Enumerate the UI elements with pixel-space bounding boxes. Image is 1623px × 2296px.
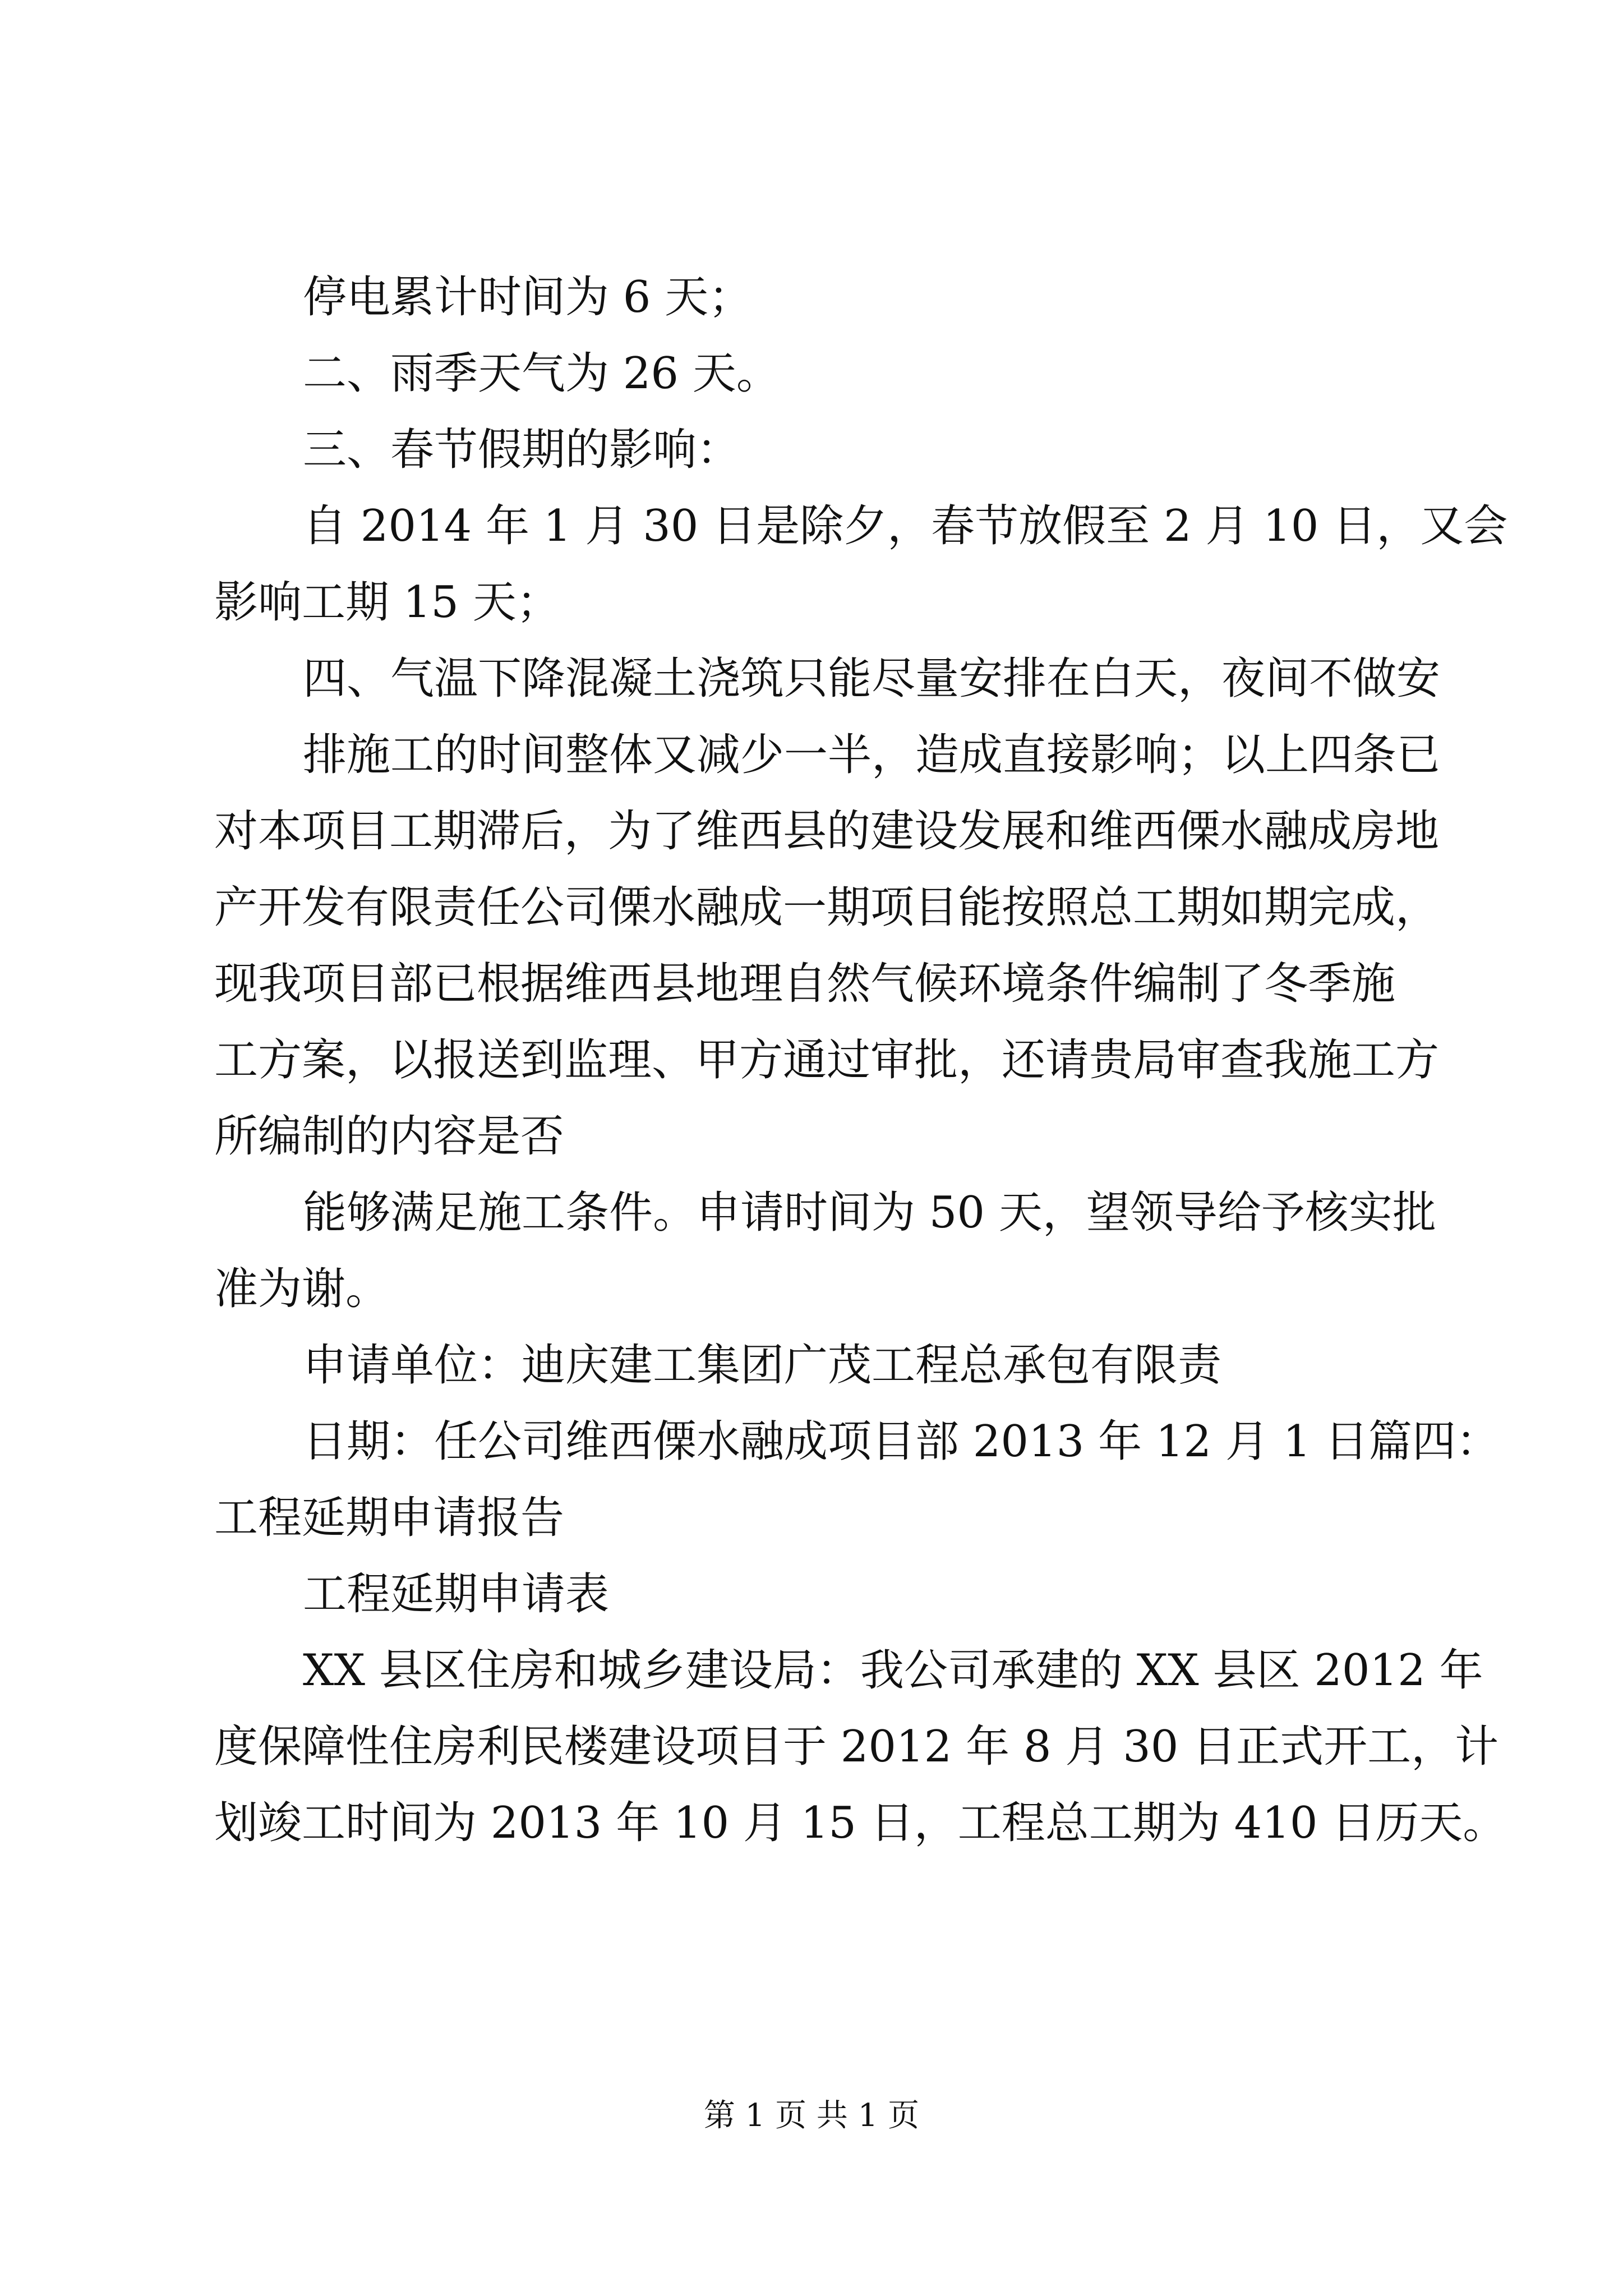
text-line: 影响工期 15 天； bbox=[214, 577, 560, 628]
text-line: 划竣工时间为 2013 年 10 月 15 日，工程总工期为 410 日历天。 bbox=[214, 1798, 1507, 1848]
text-line: 停电累计时间为 6 天； bbox=[303, 272, 753, 323]
text-line: 度保障性住房利民楼建设项目于 2012 年 8 月 30 日正式开工，计 bbox=[214, 1722, 1499, 1772]
text-line: 排施工的时间整体又减少一半，造成直接影响；以上四条已 bbox=[303, 730, 1441, 780]
text-line: 四、气温下降混凝土浇筑只能尽量安排在白天，夜间不做安 bbox=[303, 654, 1441, 704]
text-line: XX 县区住房和城乡建设局：我公司承建的 XX 县区 2012 年 bbox=[303, 1645, 1483, 1696]
section-title: 工程延期申请报告 bbox=[214, 1493, 565, 1543]
document-body bbox=[214, 259, 1508, 1861]
text-line: 自 2014 年 1 月 30 日是除夕，春节放假至 2 月 10 日，又会 bbox=[303, 501, 1508, 551]
text-line: 能够满足施工条件。申请时间为 50 天，望领导给予核实批 bbox=[303, 1188, 1436, 1238]
text-line: 准为谢。 bbox=[214, 1264, 390, 1314]
text-line: 三、春节假期的影响： bbox=[303, 425, 741, 475]
text-line: 工方案，以报送到监理、甲方通过审批，还请贵局审查我施工方 bbox=[214, 1035, 1440, 1085]
text-line: 产开发有限责任公司傈水融成一期项目能按照总工期如期完成， bbox=[214, 882, 1440, 933]
applicant-line: 申请单位：迪庆建工集团广茂工程总承包有限责 bbox=[303, 1340, 1222, 1391]
text-line: 所编制的内容是否 bbox=[214, 1111, 565, 1162]
text-line: 二、雨季天气为 26 天。 bbox=[303, 348, 780, 399]
text-line: 对本项目工期滞后，为了维西县的建设发展和维西傈水融成房地 bbox=[214, 806, 1440, 857]
text-line: 现我项目部已根据维西县地理自然气候环境条件编制了冬季施 bbox=[214, 959, 1396, 1009]
page-footer: 第 1 页 共 1 页 bbox=[703, 2097, 920, 2134]
date-line: 日期：任公司维西傈水融成项目部 2013 年 12 月 1 日篇四： bbox=[303, 1416, 1500, 1467]
form-title: 工程延期申请表 bbox=[303, 1569, 610, 1619]
